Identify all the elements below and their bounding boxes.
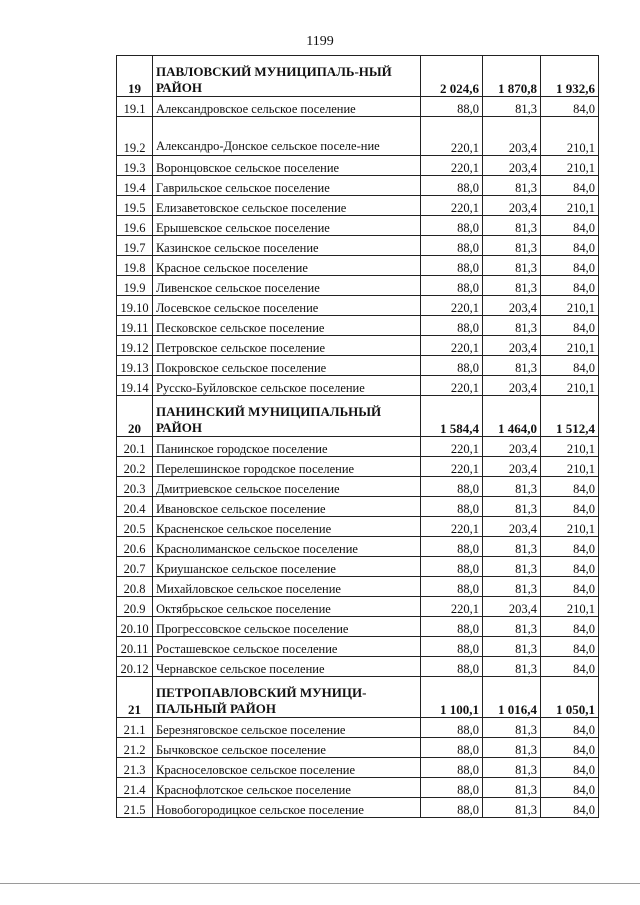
row-value-1: 88,0 [421, 236, 483, 256]
row-name: ПАВЛОВСКИЙ МУНИЦИПАЛЬ-НЫЙ РАЙОН [153, 56, 421, 97]
table-row [117, 296, 599, 316]
row-value-3: 84,0 [541, 97, 599, 117]
row-value-2: 203,4 [483, 457, 541, 477]
district-row [117, 396, 599, 437]
row-value-1: 88,0 [421, 97, 483, 117]
row-number: 20.8 [117, 577, 153, 597]
row-value-1: 88,0 [421, 497, 483, 517]
row-name: Елизаветовское сельское поселение [153, 196, 421, 216]
row-value-3: 210,1 [541, 196, 599, 216]
row-name: Чернавское сельское поселение [153, 657, 421, 677]
row-number: 21.4 [117, 778, 153, 798]
row-value-1: 220,1 [421, 196, 483, 216]
table-row [117, 557, 599, 577]
row-value-1: 88,0 [421, 718, 483, 738]
table-row [117, 537, 599, 557]
row-value-2: 203,4 [483, 517, 541, 537]
row-value-1: 220,1 [421, 597, 483, 617]
row-name: Ерышевское сельское поселение [153, 216, 421, 236]
row-value-2: 81,3 [483, 718, 541, 738]
row-value-3: 84,0 [541, 216, 599, 236]
row-name: Перелешинское городское поселение [153, 457, 421, 477]
table-row [117, 376, 599, 396]
row-name: Красное сельское поселение [153, 256, 421, 276]
row-name: Петровское сельское поселение [153, 336, 421, 356]
row-value-1: 88,0 [421, 276, 483, 296]
row-value-3: 84,0 [541, 276, 599, 296]
row-name: Росташевское сельское поселение [153, 637, 421, 657]
row-name: ПАНИНСКИЙ МУНИЦИПАЛЬНЫЙ РАЙОН [153, 396, 421, 437]
row-number: 19.11 [117, 316, 153, 336]
row-number: 19.3 [117, 156, 153, 176]
row-number: 20.9 [117, 597, 153, 617]
row-value-2: 203,4 [483, 296, 541, 316]
table-row [117, 718, 599, 738]
row-name: Панинское городское поселение [153, 437, 421, 457]
row-number: 19.14 [117, 376, 153, 396]
table-row [117, 617, 599, 637]
table-row [117, 597, 599, 617]
row-value-2: 81,3 [483, 97, 541, 117]
row-value-3: 84,0 [541, 557, 599, 577]
row-value-1: 88,0 [421, 577, 483, 597]
row-number: 19.10 [117, 296, 153, 316]
row-value-2: 81,3 [483, 256, 541, 276]
table-row [117, 778, 599, 798]
row-value-2: 81,3 [483, 236, 541, 256]
row-value-1: 88,0 [421, 316, 483, 336]
row-value-1: 88,0 [421, 778, 483, 798]
row-value-3: 1 512,4 [541, 396, 599, 437]
row-value-3: 84,0 [541, 256, 599, 276]
table-row [117, 477, 599, 497]
row-value-1: 88,0 [421, 477, 483, 497]
row-value-2: 81,3 [483, 657, 541, 677]
row-value-3: 84,0 [541, 637, 599, 657]
row-value-2: 203,4 [483, 156, 541, 176]
row-number: 21 [117, 677, 153, 718]
row-value-1: 88,0 [421, 176, 483, 196]
row-value-2: 81,3 [483, 798, 541, 818]
row-value-1: 220,1 [421, 437, 483, 457]
table-row [117, 457, 599, 477]
budget-table [116, 55, 599, 818]
row-number: 19 [117, 56, 153, 97]
row-value-2: 81,3 [483, 617, 541, 637]
row-value-2: 203,4 [483, 437, 541, 457]
row-number: 19.4 [117, 176, 153, 196]
row-value-3: 84,0 [541, 617, 599, 637]
table-row [117, 738, 599, 758]
row-value-2: 203,4 [483, 117, 541, 156]
row-value-3: 210,1 [541, 457, 599, 477]
row-value-3: 84,0 [541, 236, 599, 256]
row-name: Казинское сельское поселение [153, 236, 421, 256]
table-row [117, 236, 599, 256]
table-row [117, 437, 599, 457]
row-number: 20.7 [117, 557, 153, 577]
row-number: 20.1 [117, 437, 153, 457]
table-row [117, 316, 599, 336]
row-number: 20.6 [117, 537, 153, 557]
row-number: 19.2 [117, 117, 153, 156]
row-value-1: 220,1 [421, 376, 483, 396]
row-value-2: 81,3 [483, 557, 541, 577]
table-row [117, 336, 599, 356]
row-value-1: 2 024,6 [421, 56, 483, 97]
row-number: 21.1 [117, 718, 153, 738]
row-value-1: 88,0 [421, 356, 483, 376]
row-value-3: 210,1 [541, 117, 599, 156]
row-name: Краснофлотское сельское поселение [153, 778, 421, 798]
row-name: Красноселовское сельское поселение [153, 758, 421, 778]
district-row [117, 56, 599, 97]
row-name: Александро-Донское сельское поселе-ние [153, 117, 421, 156]
row-value-3: 84,0 [541, 477, 599, 497]
row-value-1: 88,0 [421, 537, 483, 557]
row-value-1: 88,0 [421, 657, 483, 677]
row-name: Гаврильское сельское поселение [153, 176, 421, 196]
row-value-2: 81,3 [483, 216, 541, 236]
district-row [117, 677, 599, 718]
row-value-2: 1 464,0 [483, 396, 541, 437]
row-value-2: 1 016,4 [483, 677, 541, 718]
row-value-2: 81,3 [483, 778, 541, 798]
row-value-2: 81,3 [483, 356, 541, 376]
table-row [117, 758, 599, 778]
row-value-2: 81,3 [483, 738, 541, 758]
row-value-1: 220,1 [421, 336, 483, 356]
row-name: Новобогородицкое сельское поселение [153, 798, 421, 818]
row-value-3: 210,1 [541, 296, 599, 316]
row-name: Ивановское сельское поселение [153, 497, 421, 517]
table-row [117, 196, 599, 216]
row-value-3: 210,1 [541, 336, 599, 356]
row-value-1: 220,1 [421, 156, 483, 176]
row-value-3: 84,0 [541, 316, 599, 336]
row-value-3: 84,0 [541, 758, 599, 778]
row-number: 19.1 [117, 97, 153, 117]
table-row [117, 577, 599, 597]
row-name: Прогрессовское сельское поселение [153, 617, 421, 637]
table-row [117, 176, 599, 196]
row-value-1: 88,0 [421, 758, 483, 778]
row-value-1: 88,0 [421, 738, 483, 758]
table-row [117, 497, 599, 517]
row-name: Лосевское сельское поселение [153, 296, 421, 316]
row-value-2: 203,4 [483, 597, 541, 617]
page-bottom-divider [0, 883, 640, 884]
row-name: Криушанское сельское поселение [153, 557, 421, 577]
row-value-2: 81,3 [483, 276, 541, 296]
row-value-3: 210,1 [541, 156, 599, 176]
row-value-2: 1 870,8 [483, 56, 541, 97]
row-value-1: 88,0 [421, 557, 483, 577]
row-number: 19.13 [117, 356, 153, 376]
row-value-1: 88,0 [421, 256, 483, 276]
row-value-1: 220,1 [421, 296, 483, 316]
row-name: Песковское сельское поселение [153, 316, 421, 336]
row-value-2: 81,3 [483, 537, 541, 557]
row-name: Октябрьское сельское поселение [153, 597, 421, 617]
row-number: 20.4 [117, 497, 153, 517]
row-value-3: 210,1 [541, 437, 599, 457]
row-number: 19.7 [117, 236, 153, 256]
row-value-1: 1 100,1 [421, 677, 483, 718]
table-row [117, 117, 599, 156]
row-name: Русско-Буйловское сельское поселение [153, 376, 421, 396]
row-name: ПЕТРОПАВЛОВСКИЙ МУНИЦИ-ПАЛЬНЫЙ РАЙОН [153, 677, 421, 718]
row-number: 19.9 [117, 276, 153, 296]
row-value-3: 210,1 [541, 517, 599, 537]
table-row [117, 156, 599, 176]
row-value-1: 88,0 [421, 617, 483, 637]
row-value-3: 84,0 [541, 356, 599, 376]
row-value-3: 84,0 [541, 778, 599, 798]
row-name: Михайловское сельское поселение [153, 577, 421, 597]
row-value-1: 88,0 [421, 798, 483, 818]
row-value-3: 1 050,1 [541, 677, 599, 718]
table-row [117, 356, 599, 376]
row-value-3: 84,0 [541, 657, 599, 677]
row-value-2: 81,3 [483, 577, 541, 597]
row-name: Красненское сельское поселение [153, 517, 421, 537]
table-body [117, 56, 599, 818]
row-value-3: 84,0 [541, 537, 599, 557]
row-number: 20.5 [117, 517, 153, 537]
row-number: 20.12 [117, 657, 153, 677]
row-value-2: 81,3 [483, 477, 541, 497]
row-value-2: 203,4 [483, 196, 541, 216]
row-number: 21.3 [117, 758, 153, 778]
row-value-1: 88,0 [421, 637, 483, 657]
row-value-2: 203,4 [483, 336, 541, 356]
row-value-3: 84,0 [541, 718, 599, 738]
row-number: 19.5 [117, 196, 153, 216]
row-value-2: 81,3 [483, 316, 541, 336]
table-row [117, 798, 599, 818]
table-row [117, 216, 599, 236]
page-number: 1199 [306, 34, 334, 49]
row-value-3: 84,0 [541, 176, 599, 196]
table-row [117, 97, 599, 117]
row-value-2: 203,4 [483, 376, 541, 396]
row-number: 19.12 [117, 336, 153, 356]
row-value-3: 1 932,6 [541, 56, 599, 97]
row-value-1: 220,1 [421, 517, 483, 537]
row-name: Дмитриевское сельское поселение [153, 477, 421, 497]
table-row [117, 517, 599, 537]
row-value-3: 84,0 [541, 738, 599, 758]
row-value-2: 81,3 [483, 758, 541, 778]
row-value-1: 220,1 [421, 117, 483, 156]
row-value-2: 81,3 [483, 637, 541, 657]
row-value-3: 210,1 [541, 597, 599, 617]
row-name: Воронцовское сельское поселение [153, 156, 421, 176]
row-value-2: 81,3 [483, 497, 541, 517]
row-number: 21.2 [117, 738, 153, 758]
row-name: Бычковское сельское поселение [153, 738, 421, 758]
table-row [117, 637, 599, 657]
row-number: 20 [117, 396, 153, 437]
row-value-1: 88,0 [421, 216, 483, 236]
row-number: 20.3 [117, 477, 153, 497]
table-row [117, 657, 599, 677]
row-value-3: 210,1 [541, 376, 599, 396]
row-number: 20.10 [117, 617, 153, 637]
row-name: Березняговское сельское поселение [153, 718, 421, 738]
row-value-1: 220,1 [421, 457, 483, 477]
table-row [117, 276, 599, 296]
row-name: Александровское сельское поселение [153, 97, 421, 117]
row-value-3: 84,0 [541, 577, 599, 597]
row-name: Краснолиманское сельское поселение [153, 537, 421, 557]
row-value-3: 84,0 [541, 798, 599, 818]
table-row [117, 256, 599, 276]
row-number: 19.6 [117, 216, 153, 236]
row-number: 19.8 [117, 256, 153, 276]
row-number: 21.5 [117, 798, 153, 818]
row-name: Ливенское сельское поселение [153, 276, 421, 296]
row-number: 20.2 [117, 457, 153, 477]
row-number: 20.11 [117, 637, 153, 657]
row-value-3: 84,0 [541, 497, 599, 517]
row-name: Покровское сельское поселение [153, 356, 421, 376]
row-value-2: 81,3 [483, 176, 541, 196]
row-value-1: 1 584,4 [421, 396, 483, 437]
